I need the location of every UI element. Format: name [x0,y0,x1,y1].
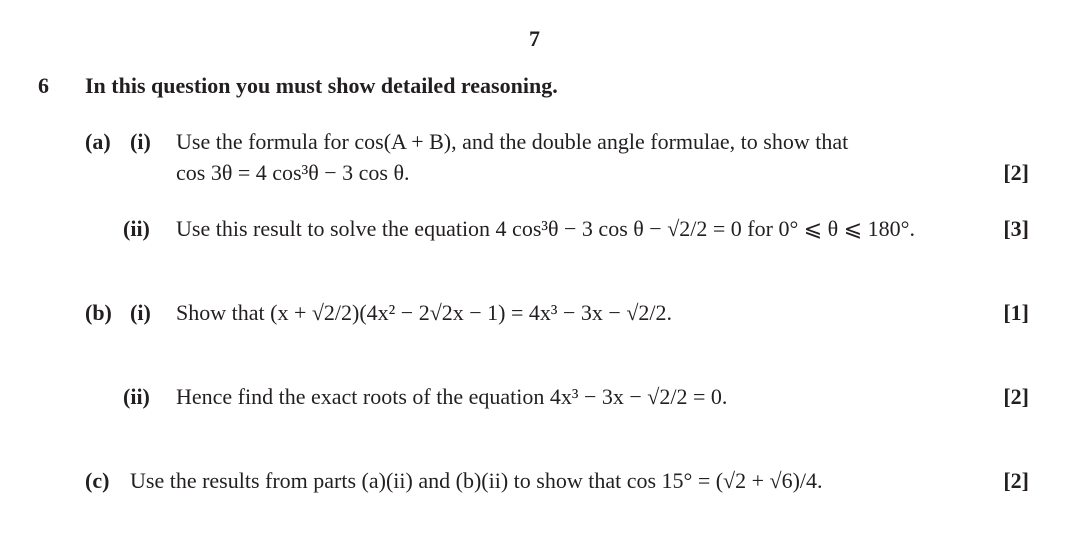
part-c-label: (c) [85,468,110,493]
part-a-i-text: Use the formula for cos(A + B), and the double angle formulae, to show that [176,129,849,154]
part-b-i-marks: [1] [1003,300,1029,325]
question-number: 6 [38,73,49,98]
part-a-ii-text: Use this result to solve the equation 4 cos³θ − 3 cos θ − √2/2 = 0 for 0° ⩽ θ ⩽ 180°. [176,216,915,241]
part-c-marks: [2] [1003,468,1029,493]
part-c-text: Use the results from parts (a)(ii) and (b)(ii) to show that cos 15° = (√2 + √6)/4. [130,468,823,493]
question-instruction: In this question you must show detailed reasoning. [85,73,558,98]
part-a-label: (a) [85,129,111,154]
part-a-ii-marks: [3] [1003,216,1029,241]
part-b-ii-text: Hence find the exact roots of the equation 4x³ − 3x − √2/2 = 0. [176,384,728,409]
part-b-ii-marks: [2] [1003,384,1029,409]
part-a-i-label: (i) [130,129,151,154]
page-number: 7 [529,26,540,51]
part-a-ii-label: (ii) [123,216,150,241]
part-b-label: (b) [85,300,112,325]
part-a-i-equation: cos 3θ = 4 cos³θ − 3 cos θ. [176,160,410,185]
part-b-i-label: (i) [130,300,151,325]
part-a-i-marks: [2] [1003,160,1029,185]
part-b-ii-label: (ii) [123,384,150,409]
part-b-i-text: Show that (x + √2/2)(4x² − 2√2x − 1) = 4x³ − 3x − √2/2. [176,300,672,325]
